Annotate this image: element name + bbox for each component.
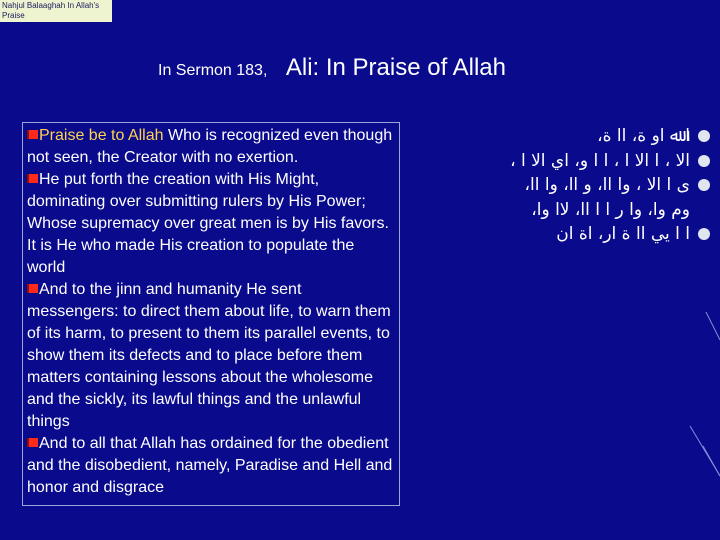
paragraph-text: He put forth the creation with His Might, dominating over submitting rulers by His Power; Whose supremacy over great men is by His favors. It is He who made His creation to populate the world bbox=[27, 171, 389, 276]
arabic-line: ا ﷲ او ة، اا ة، bbox=[597, 126, 690, 146]
decorative-line bbox=[703, 446, 720, 476]
arabic-line: ا ا يي اا ة ار، اة ان bbox=[556, 224, 690, 244]
arabic-line: وم وا، وا ر ا ا اا، لاا وا، bbox=[531, 199, 690, 220]
decorative-line bbox=[706, 312, 720, 340]
paragraph-text: And to all that Allah has ordained for the obedient and the disobedient, namely, Paradise and Hell and honor and disgrace bbox=[27, 435, 393, 496]
paragraph-text: Who is recognized even though not seen, the Creator with no exertion. bbox=[27, 127, 393, 166]
paragraph-text: And to the jinn and humanity He sent messengers: to direct them about life, to warn them of its harm, to present to them its parallel events, to show them its defects and to place before them matters containing lessons about the wholesome and the sickly, its lawful things and the unlawful things bbox=[27, 281, 391, 430]
corner-tag: Nahjul Balaaghah In Allah's Praise bbox=[0, 0, 112, 22]
arabic-line: ی ا الا ، وا اا، و اا، وا اا، bbox=[524, 175, 690, 195]
title-prefix: In Sermon 183, bbox=[158, 62, 268, 79]
title-main: Ali: In Praise of Allah bbox=[285, 54, 506, 81]
highlight-text: Praise be to Allah bbox=[39, 127, 164, 144]
arabic-line: الا ، ا الا ا ، ا ا و، اي الا ا ، bbox=[510, 150, 690, 171]
